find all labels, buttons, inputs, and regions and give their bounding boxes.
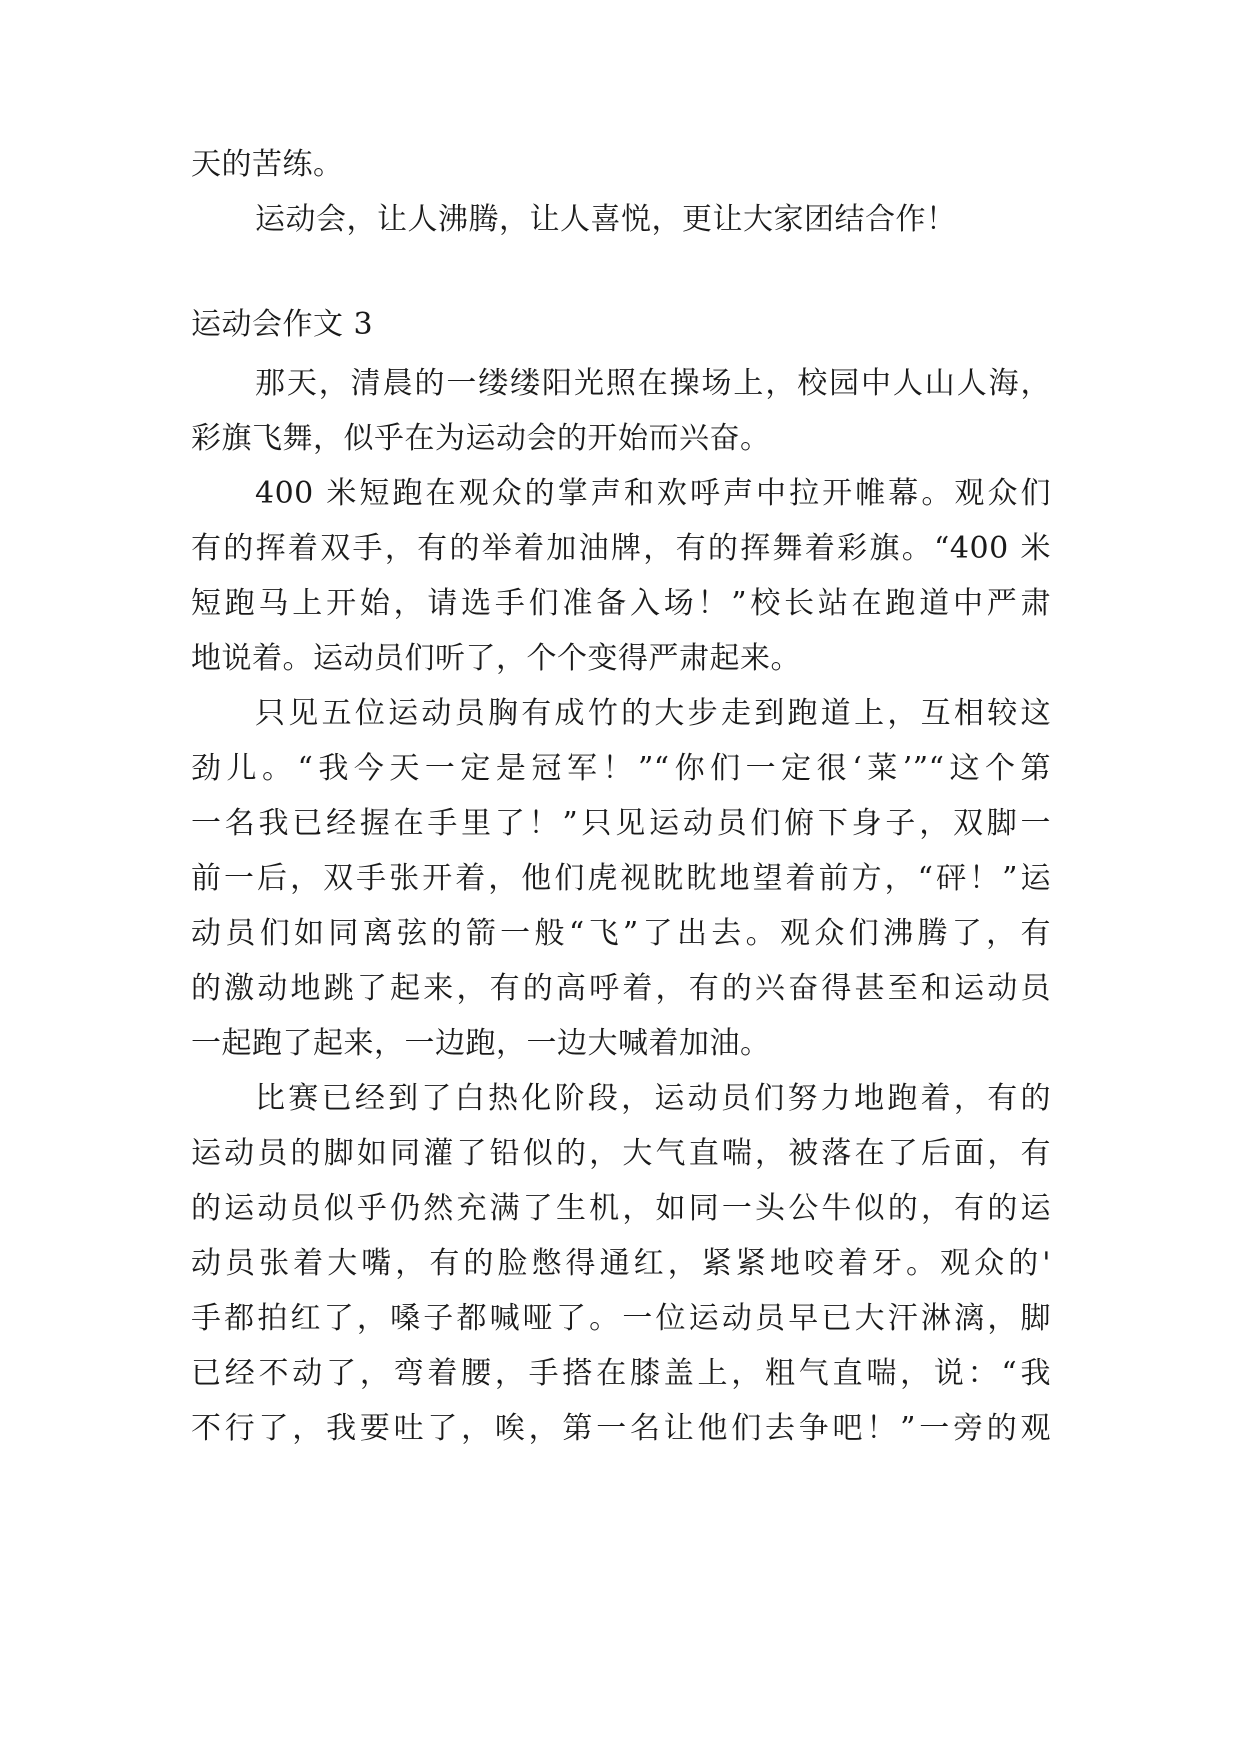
- text-line: 劲儿。“我今天一定是冠军！”“你们一定很‘菜’”“这个第: [191, 751, 1051, 786]
- text-line: 只见五位运动员胸有成竹的大步走到跑道上，互相较这: [255, 696, 1051, 731]
- text-line: 有的挥着双手，有的举着加油牌，有的挥舞着彩旗。“400 米: [191, 531, 1051, 566]
- text-line: 天的苦练。: [191, 147, 344, 182]
- text-line: 手都拍红了，嗓子都喊哑了。一位运动员早已大汗淋漓，脚: [191, 1301, 1051, 1336]
- text-line: 比赛已经到了白热化阶段，运动员们努力地跑着，有的: [255, 1081, 1051, 1116]
- text-line: 已经不动了，弯着腰，手搭在膝盖上，粗气直喘，说：“我: [191, 1356, 1051, 1391]
- text-line: 不行了，我要吐了，唉，第一名让他们去争吧！”一旁的观: [191, 1411, 1051, 1446]
- text-line: 运动员的脚如同灌了铅似的，大气直喘，被落在了后面，有: [191, 1136, 1051, 1171]
- text-line: 一名我已经握在手里了！”只见运动员们俯下身子，双脚一: [191, 806, 1051, 841]
- text-line: 地说着。运动员们听了，个个变得严肃起来。: [191, 641, 801, 676]
- text-line: 那天，清晨的一缕缕阳光照在操场上，校园中人山人海，: [255, 366, 1051, 401]
- text-line: 的激动地跳了起来，有的高呼着，有的兴奋得甚至和运动员: [191, 971, 1051, 1006]
- text-line: 彩旗飞舞，似乎在为运动会的开始而兴奋。: [191, 421, 771, 456]
- text-line: 一起跑了起来，一边跑，一边大喊着加油。: [191, 1026, 771, 1061]
- text-line: 400 米短跑在观众的掌声和欢呼声中拉开帷幕。观众们: [255, 476, 1051, 511]
- text-line: 动员们如同离弦的箭一般“飞”了出去。观众们沸腾了，有: [191, 916, 1051, 951]
- text-line: 动员张着大嘴，有的脸憋得通红，紧紧地咬着牙。观众的': [191, 1246, 1051, 1281]
- text-line: 短跑马上开始，请选手们准备入场！”校长站在跑道中严肃: [191, 586, 1051, 621]
- text-line: 的运动员似乎仍然充满了生机，如同一头公牛似的，有的运: [191, 1191, 1051, 1226]
- text-line: 前一后，双手张开着，他们虎视眈眈地望着前方，“砰！”运: [191, 861, 1051, 896]
- text-line: 运动会，让人沸腾，让人喜悦，更让大家团结合作！: [255, 202, 957, 237]
- section-heading: 运动会作文 3: [191, 307, 374, 342]
